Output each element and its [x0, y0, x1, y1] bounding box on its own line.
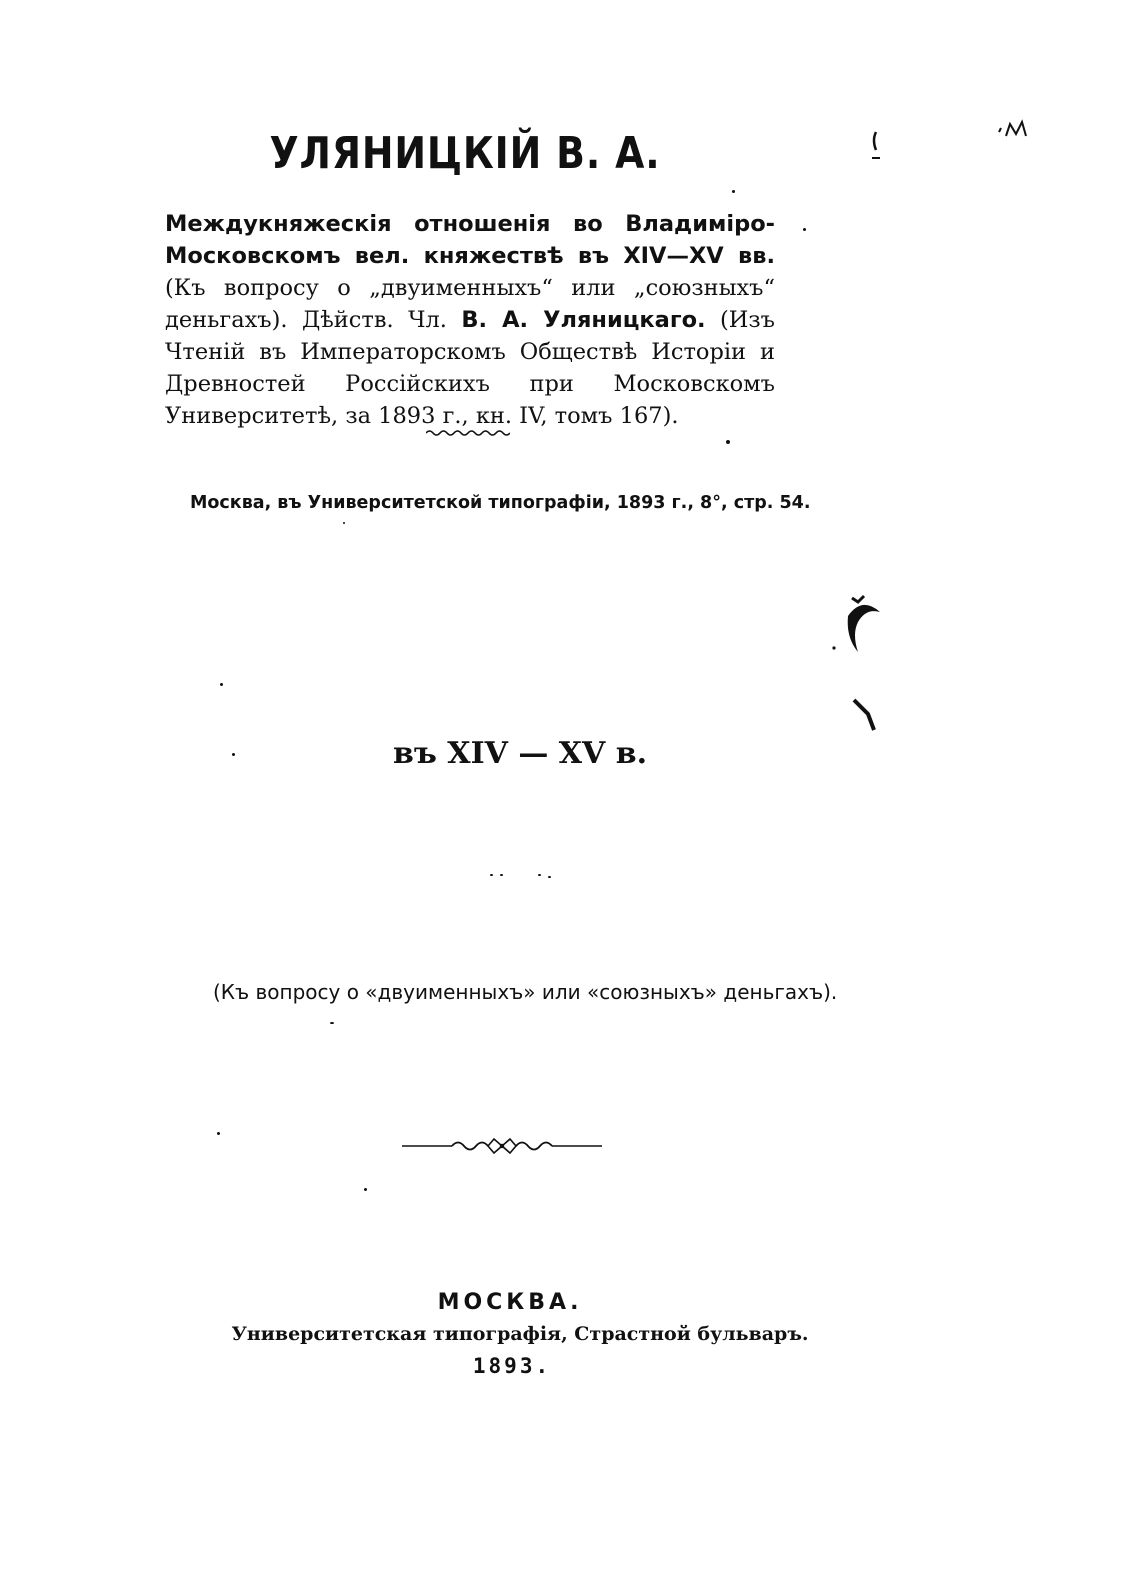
wavy-divider: [426, 428, 510, 438]
description-text-1: (Къ вопросу о „двуименныхъ“ или „союзныхъ“ деньгахъ). Дѣйств. Чл.: [165, 275, 775, 333]
speck: [726, 440, 730, 444]
work-title: Междукняжескія отношенія во Владиміро-Московскомъ вел. княжествѣ въ XIV—XV вв.: [165, 211, 775, 269]
speck: [217, 1132, 220, 1135]
speck: [220, 683, 223, 686]
publisher-city: МОСКВА.: [437, 1290, 583, 1315]
speck: [330, 1022, 334, 1024]
speck: [538, 874, 541, 876]
margin-mark-lower: [850, 696, 880, 734]
ornamental-divider: [400, 1135, 604, 1157]
subtitle: (Къ вопросу о «двуименныхъ» или «союзныхъ» деньгахъ).: [213, 980, 838, 1004]
speck: [548, 876, 551, 878]
margin-mark-middle: [826, 590, 886, 662]
publication-year: 1893.: [472, 1354, 552, 1378]
publisher-press: Университетская типографія, Страстной бульваръ.: [231, 1323, 809, 1345]
author-name: В. А. Уляницкаго.: [461, 307, 706, 333]
speck: [803, 228, 806, 231]
margin-mark-corner: [996, 118, 1032, 140]
speck: [490, 874, 493, 876]
imprint-line: Москва, въ Университетской типографіи, 1893 г., 8°, стр. 54.: [190, 493, 811, 513]
speck: [232, 753, 235, 756]
century-heading: въ XIV — XV в.: [393, 736, 648, 771]
description-text-2: (Изъ Чтеній въ Императорскомъ Обществѣ Исторіи и Древностей Россійскихъ при Московскомъ Университетѣ, за 1893 г., кн. IV, томъ 167).: [165, 307, 775, 429]
author-heading: УЛЯНИЦКІЙ В. А.: [269, 128, 661, 179]
speck: [364, 1188, 367, 1191]
speck: [500, 874, 503, 876]
bibliographic-description: [165, 208, 775, 432]
margin-mark-top: [866, 128, 886, 162]
speck: [732, 190, 735, 193]
speck: [343, 522, 345, 524]
